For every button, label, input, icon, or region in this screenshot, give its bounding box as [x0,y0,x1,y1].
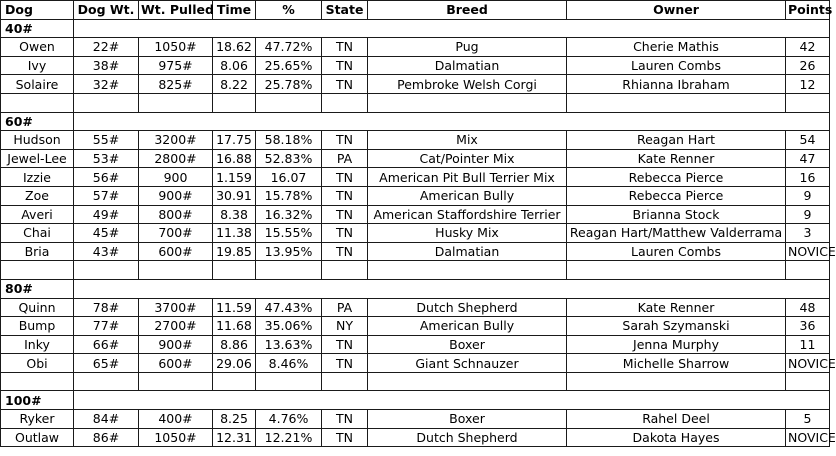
dog-weight-cell: 84# [74,410,139,429]
percent-cell: 16.32% [256,205,322,224]
dog-name-cell: Bria [1,242,74,261]
empty-cell [213,93,256,112]
percent-cell: 58.18% [256,131,322,150]
weight-class-filler [74,19,830,38]
time-cell: 18.62 [213,38,256,57]
state-cell: TN [322,410,368,429]
weight-class-label: 100# [1,391,74,410]
table-row [1,224,830,243]
dog-weight-cell: 22# [74,38,139,57]
table-row [1,428,830,447]
points-cell: 36 [786,317,830,336]
empty-cell [368,93,567,112]
table-row [1,75,830,94]
breed-cell: Dutch Shepherd [368,428,567,447]
breed-cell: American Bully [368,186,567,205]
table-row [1,205,830,224]
header-dog-weight: Dog Wt. [74,1,139,20]
dog-name-cell: Ivy [1,56,74,75]
points-cell: NOVICE [786,354,830,373]
dog-name-cell: Inky [1,335,74,354]
header-points: Points [786,1,830,20]
breed-cell: American Pit Bull Terrier Mix [368,168,567,187]
breed-cell: Dalmatian [368,56,567,75]
weight-pulled-cell: 800# [139,205,213,224]
table-row [1,335,830,354]
weight-class-label: 80# [1,279,74,298]
owner-cell: Rhianna Ibraham [567,75,786,94]
spacer-row [1,93,830,112]
header-dog: Dog [1,1,74,20]
dog-name-cell: Hudson [1,131,74,150]
dog-weight-cell: 32# [74,75,139,94]
state-cell: TN [322,205,368,224]
state-cell: NY [322,317,368,336]
dog-name-cell: Zoe [1,186,74,205]
empty-cell [368,261,567,280]
time-cell: 8.25 [213,410,256,429]
empty-cell [74,372,139,391]
breed-cell: Dutch Shepherd [368,298,567,317]
dog-name-cell: Izzie [1,168,74,187]
points-cell: 54 [786,131,830,150]
empty-cell [74,261,139,280]
table-row [1,242,830,261]
state-cell: TN [322,186,368,205]
dog-weight-cell: 38# [74,56,139,75]
percent-cell: 8.46% [256,354,322,373]
empty-cell [139,261,213,280]
weight-pulled-cell: 2700# [139,317,213,336]
table-row [1,317,830,336]
owner-cell: Lauren Combs [567,242,786,261]
time-cell: 29.06 [213,354,256,373]
empty-cell [256,261,322,280]
table-row [1,186,830,205]
weight-class-filler [74,112,830,131]
dog-name-cell: Solaire [1,75,74,94]
owner-cell: Michelle Sharrow [567,354,786,373]
state-cell: TN [322,75,368,94]
percent-cell: 47.72% [256,38,322,57]
owner-cell: Rebecca Pierce [567,186,786,205]
dog-weight-cell: 86# [74,428,139,447]
state-cell: TN [322,168,368,187]
owner-cell: Rahel Deel [567,410,786,429]
empty-cell [322,93,368,112]
time-cell: 12.31 [213,428,256,447]
empty-cell [1,261,74,280]
table-row [1,168,830,187]
table-row [1,149,830,168]
header-state: State [322,1,368,20]
weight-pulled-cell: 825# [139,75,213,94]
dog-weight-cell: 56# [74,168,139,187]
percent-cell: 4.76% [256,410,322,429]
percent-cell: 15.78% [256,186,322,205]
header-time: Time [213,1,256,20]
state-cell: TN [322,242,368,261]
weight-pulled-cell: 1050# [139,38,213,57]
points-cell: 3 [786,224,830,243]
empty-cell [1,93,74,112]
dog-weight-cell: 65# [74,354,139,373]
dog-weight-cell: 45# [74,224,139,243]
weight-pulled-cell: 2800# [139,149,213,168]
dog-name-cell: Obi [1,354,74,373]
weight-class-row [1,112,830,131]
empty-cell [567,93,786,112]
empty-cell [567,372,786,391]
table-row [1,354,830,373]
points-cell: 48 [786,298,830,317]
dog-name-cell: Ryker [1,410,74,429]
time-cell: 11.68 [213,317,256,336]
empty-cell [786,261,830,280]
owner-cell: Dakota Hayes [567,428,786,447]
owner-cell: Lauren Combs [567,56,786,75]
header-weight-pulled: Wt. Pulled [139,1,213,20]
owner-cell: Rebecca Pierce [567,168,786,187]
breed-cell: Boxer [368,335,567,354]
dog-name-cell: Owen [1,38,74,57]
dog-name-cell: Jewel-Lee [1,149,74,168]
empty-cell [139,93,213,112]
weight-pulled-cell: 400# [139,410,213,429]
table-row [1,410,830,429]
owner-cell: Jenna Murphy [567,335,786,354]
time-cell: 17.75 [213,131,256,150]
percent-cell: 52.83% [256,149,322,168]
state-cell: TN [322,428,368,447]
dog-weight-cell: 57# [74,186,139,205]
state-cell: TN [322,38,368,57]
breed-cell: American Staffordshire Terrier [368,205,567,224]
weight-pulled-cell: 3200# [139,131,213,150]
weight-pulled-cell: 700# [139,224,213,243]
points-cell: 26 [786,56,830,75]
points-cell: 5 [786,410,830,429]
dog-name-cell: Averi [1,205,74,224]
dog-name-cell: Chai [1,224,74,243]
table-row [1,38,830,57]
percent-cell: 16.07 [256,168,322,187]
dog-weight-cell: 77# [74,317,139,336]
empty-cell [786,372,830,391]
breed-cell: Giant Schnauzer [368,354,567,373]
state-cell: TN [322,354,368,373]
dog-weight-cell: 78# [74,298,139,317]
points-cell: 42 [786,38,830,57]
table-row [1,56,830,75]
breed-cell: Husky Mix [368,224,567,243]
weight-pulled-cell: 900# [139,186,213,205]
breed-cell: American Bully [368,317,567,336]
empty-cell [213,261,256,280]
weight-class-label: 40# [1,19,74,38]
empty-cell [786,93,830,112]
time-cell: 11.38 [213,224,256,243]
empty-cell [1,372,74,391]
points-cell: 9 [786,205,830,224]
points-cell: 9 [786,186,830,205]
dog-weight-cell: 66# [74,335,139,354]
state-cell: TN [322,224,368,243]
time-cell: 11.59 [213,298,256,317]
percent-cell: 47.43% [256,298,322,317]
breed-cell: Boxer [368,410,567,429]
breed-cell: Pembroke Welsh Corgi [368,75,567,94]
spacer-row [1,261,830,280]
weight-class-row [1,19,830,38]
weight-class-filler [74,279,830,298]
table-row [1,131,830,150]
weight-pulled-cell: 3700# [139,298,213,317]
time-cell: 8.38 [213,205,256,224]
dog-name-cell: Outlaw [1,428,74,447]
empty-cell [213,372,256,391]
owner-cell: Brianna Stock [567,205,786,224]
percent-cell: 15.55% [256,224,322,243]
time-cell: 16.88 [213,149,256,168]
dog-name-cell: Quinn [1,298,74,317]
state-cell: TN [322,56,368,75]
dog-weight-cell: 49# [74,205,139,224]
table-body [1,19,836,447]
empty-cell [368,372,567,391]
weight-pulled-cell: 975# [139,56,213,75]
dog-weight-cell: 43# [74,242,139,261]
empty-cell [256,93,322,112]
time-cell: 8.22 [213,75,256,94]
owner-cell: Sarah Szymanski [567,317,786,336]
percent-cell: 12.21% [256,428,322,447]
breed-cell: Dalmatian [368,242,567,261]
points-cell: 47 [786,149,830,168]
state-cell: TN [322,335,368,354]
header-breed: Breed [368,1,567,20]
percent-cell: 35.06% [256,317,322,336]
header-row [1,1,830,20]
weight-class-label: 60# [1,112,74,131]
state-cell: PA [322,149,368,168]
breed-cell: Pug [368,38,567,57]
percent-cell: 25.78% [256,75,322,94]
weight-pulled-cell: 600# [139,242,213,261]
weight-class-filler [74,391,830,410]
weight-class-row [1,391,830,410]
points-cell: NOVICE [786,242,830,261]
empty-cell [74,93,139,112]
header-owner: Owner [567,1,786,20]
time-cell: 1.159 [213,168,256,187]
owner-cell: Reagan Hart [567,131,786,150]
dog-weight-cell: 55# [74,131,139,150]
owner-cell: Kate Renner [567,298,786,317]
empty-cell [256,372,322,391]
header-percent: % [256,1,322,20]
empty-cell [322,372,368,391]
points-cell: 12 [786,75,830,94]
empty-cell [139,372,213,391]
empty-cell [567,261,786,280]
weight-class-row [1,279,830,298]
percent-cell: 13.95% [256,242,322,261]
table-row [1,298,830,317]
owner-cell: Kate Renner [567,149,786,168]
time-cell: 30.91 [213,186,256,205]
percent-cell: 25.65% [256,56,322,75]
points-cell: 11 [786,335,830,354]
points-cell: 16 [786,168,830,187]
points-cell: NOVICE [786,428,830,447]
weight-pulled-cell: 900 [139,168,213,187]
breed-cell: Cat/Pointer Mix [368,149,567,168]
state-cell: PA [322,298,368,317]
empty-cell [322,261,368,280]
state-cell: TN [322,131,368,150]
time-cell: 8.06 [213,56,256,75]
breed-cell: Mix [368,131,567,150]
dog-weight-cell: 53# [74,149,139,168]
spacer-row [1,372,830,391]
time-cell: 19.85 [213,242,256,261]
weight-pulled-cell: 600# [139,354,213,373]
owner-cell: Cherie Mathis [567,38,786,57]
weight-pulled-cell: 1050# [139,428,213,447]
percent-cell: 13.63% [256,335,322,354]
time-cell: 8.86 [213,335,256,354]
dog-name-cell: Bump [1,317,74,336]
owner-cell: Reagan Hart/Matthew Valderrama [567,224,786,243]
weight-pulled-cell: 900# [139,335,213,354]
